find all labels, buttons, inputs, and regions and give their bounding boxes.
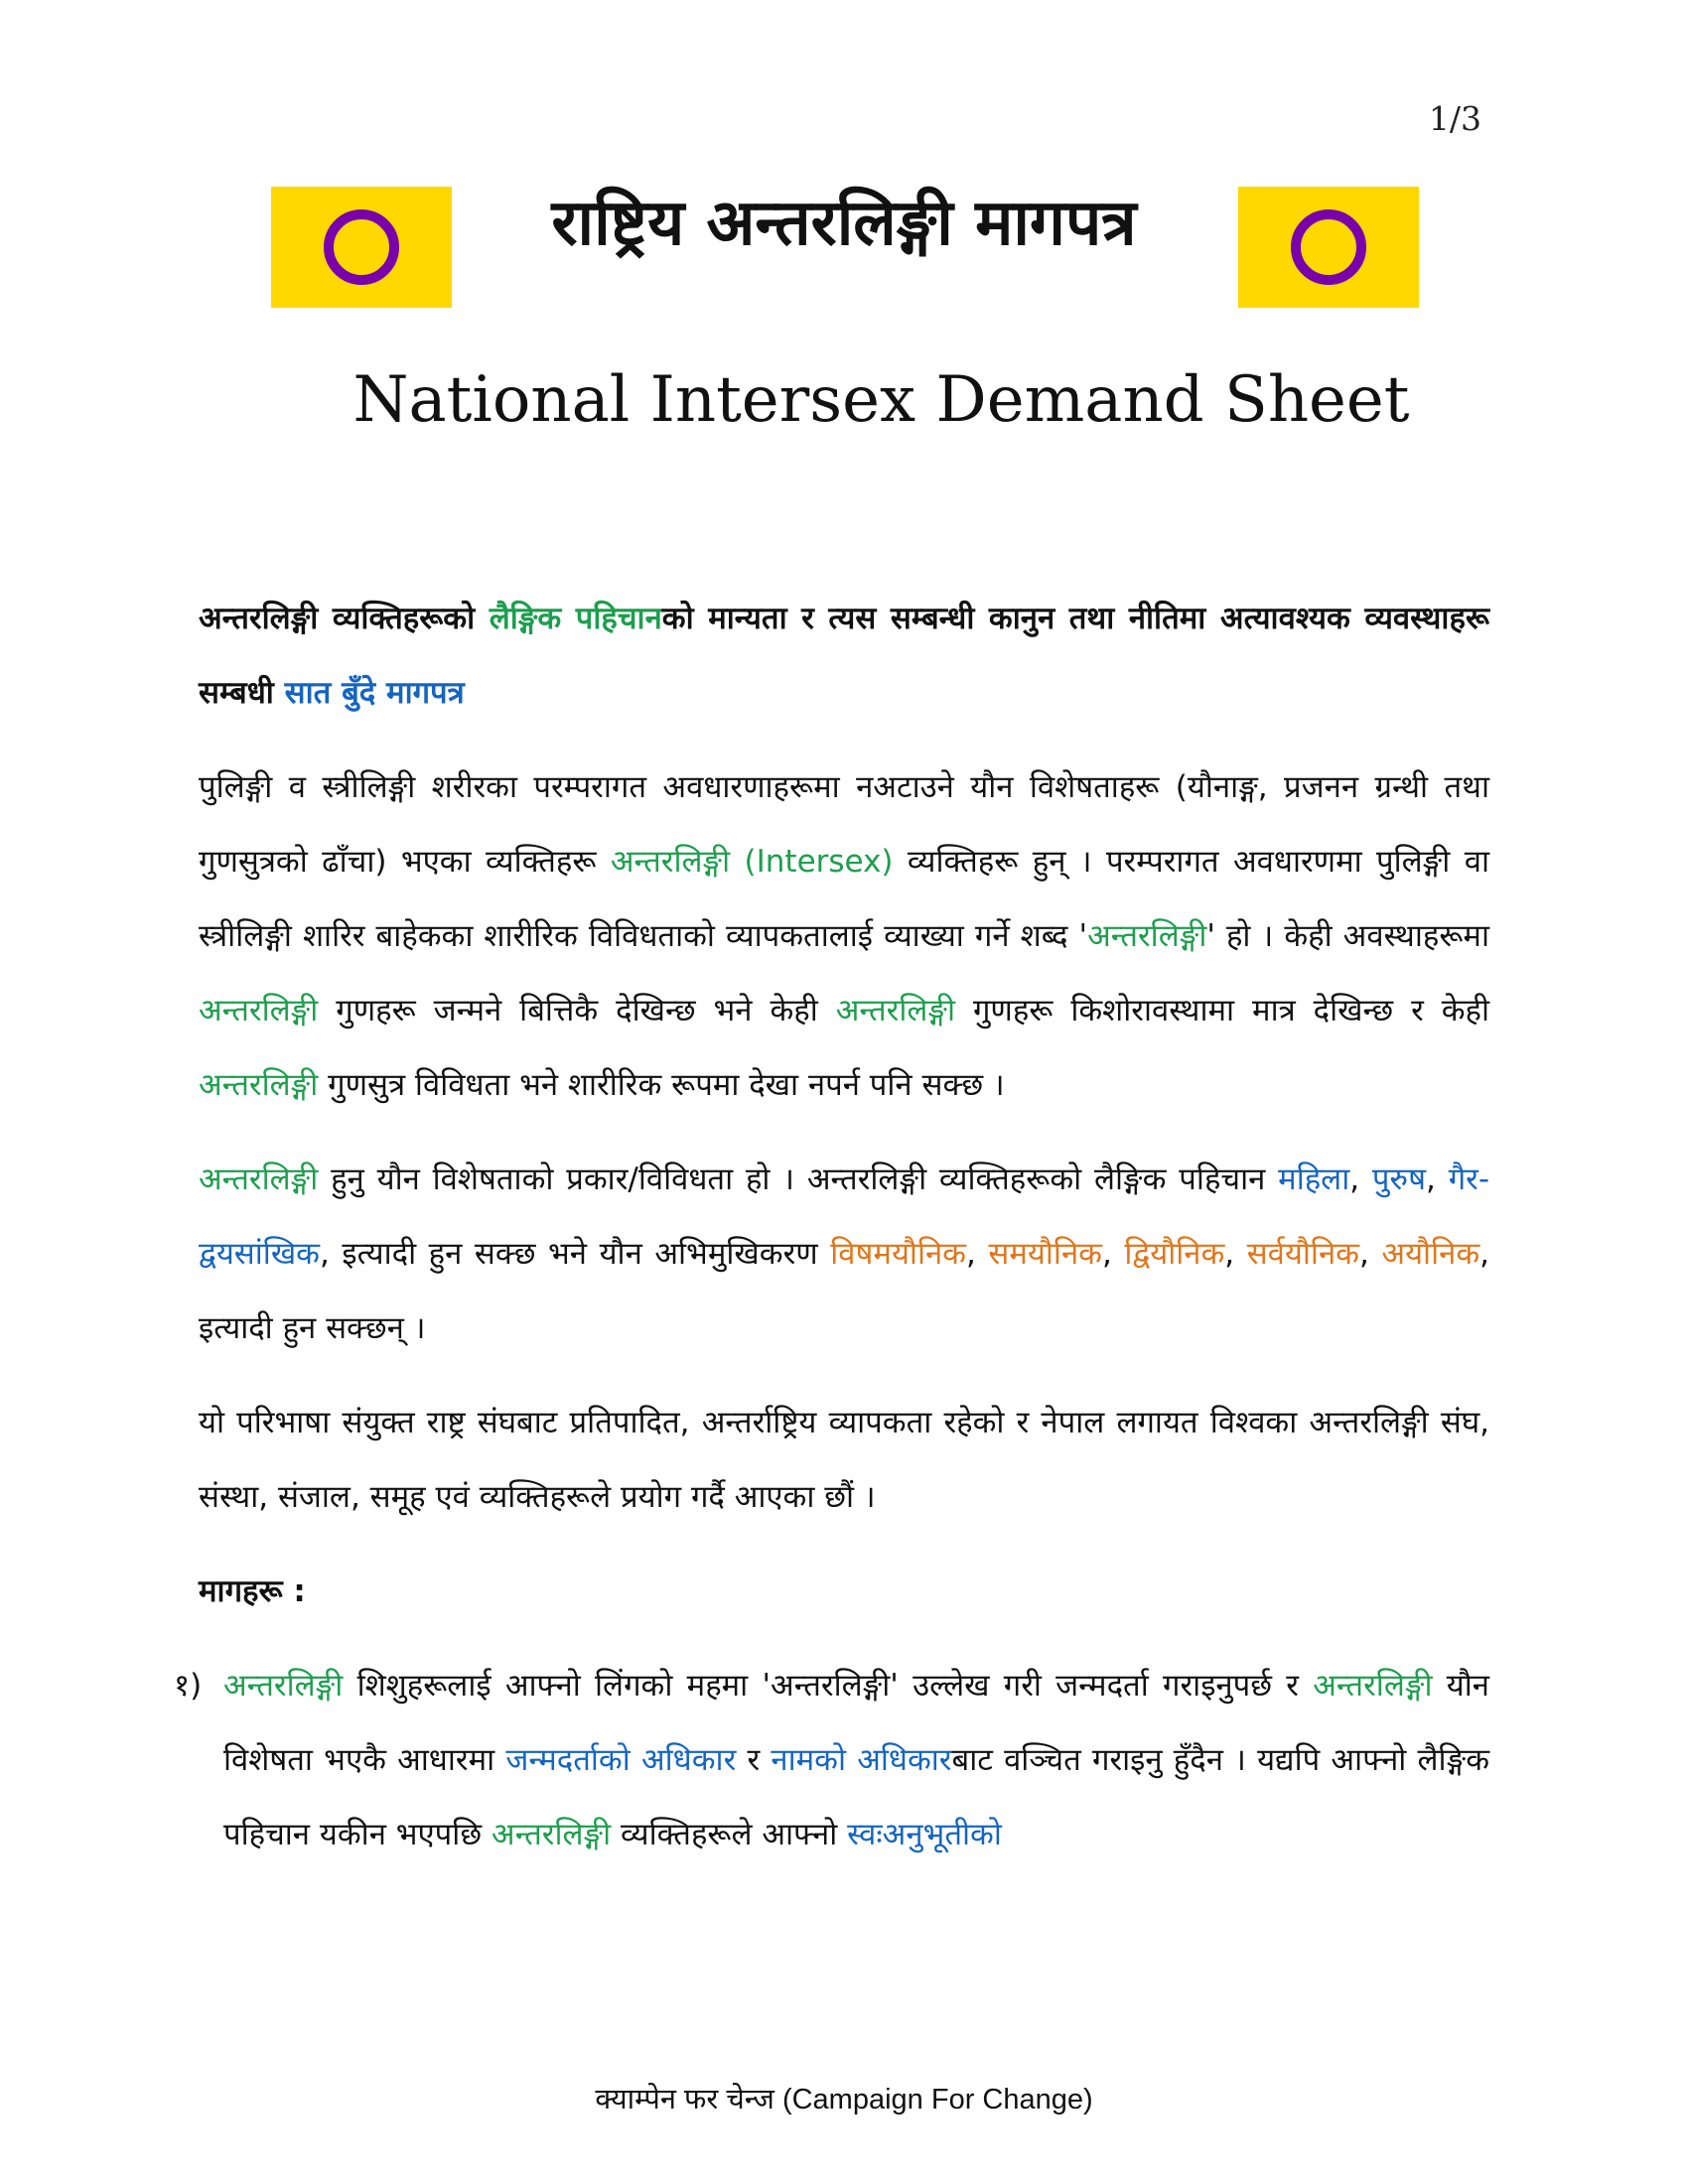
highlight-text: अन्तरलिङ्गी	[199, 993, 319, 1028]
highlight-text: समयौनिक	[988, 1236, 1102, 1272]
highlight-text: अन्तरलिङ्गी	[199, 1067, 319, 1103]
highlight-text: अन्तरलिङ्गी	[223, 1668, 344, 1704]
text-span: ,	[1426, 1161, 1449, 1197]
text-span: ,	[1349, 1161, 1372, 1197]
text-span: ,	[966, 1236, 989, 1272]
text-span: पुलिङ्गी व स्त्रीलिङ्गी शरीरका परम्परागत अवधारणाहरूमा नअटाउने यौन विशेषताहरू (यौनाङ्ग, प्रजनन ग्रन्थी तथा गुणसुत्रको ढाँचा) भएका व्यक्तिहरू	[199, 769, 1489, 880]
highlight-text: नामको अधिकार	[771, 1742, 952, 1778]
demand-item	[174, 1649, 1490, 1872]
highlight-text: पुरुष	[1371, 1161, 1426, 1197]
intersex-flag-icon	[324, 209, 399, 285]
highlight-text: महिला	[1278, 1161, 1350, 1197]
text-span: गुणहरू किशोरावस्थामा मात्र देखिन्छ र केही	[955, 993, 1490, 1028]
highlight-text: लैङ्गिक पहिचान	[489, 601, 662, 636]
text-span: बाट वञ्चित गराइनु हुँदैन । यद्यपि आफ्नो लैङ्गिक पहिचान यकीन भएपछि	[223, 1742, 1490, 1852]
page-title-english: National Intersex Demand Sheet	[352, 363, 1410, 437]
highlight-text: अन्तरलिङ्गी	[1313, 1668, 1433, 1704]
source-paragraph: यो परिभाषा संयुक्त राष्ट्र संघबाट प्रतिपादित, अन्तर्राष्ट्रिय व्यापकता रहेको र नेपाल लगायत विश्वका अन्तरलिङ्गी संघ, संस्था, संजाल, समूह एवं व्यक्तिहरूले प्रयोग गर्दै आएका छौं ।	[199, 1405, 1489, 1515]
highlight-text: जन्मदर्ताको अधिकार	[505, 1742, 737, 1778]
intersex-flag-left	[271, 187, 452, 308]
highlight-text: अन्तरलिङ्गी	[199, 1161, 319, 1197]
highlight-text: अन्तरलिङ्गी	[491, 1817, 612, 1852]
intersex-flag-icon	[1291, 209, 1366, 285]
definition-paragraph	[199, 751, 1489, 1123]
highlight-text: सात बुँदे मागपत्र	[284, 675, 465, 711]
page-title-nepali: राष्ट्रिय अन्तरलिङ्गी मागपत्र	[551, 187, 1137, 260]
text-span: गुणहरू जन्मने बित्तिकै देखिन्छ भने केही	[318, 993, 836, 1028]
text-span: ,	[1358, 1236, 1382, 1272]
text-span: ' हो । केही अवस्थाहरूमा	[1206, 918, 1489, 954]
highlight-text: विषमयौनिक	[830, 1236, 966, 1272]
text-span: ,	[1224, 1236, 1247, 1272]
text-span: गुणसुत्र विविधता भने शारीरिक रूपमा देखा नपर्न पनि सक्छ ।	[318, 1067, 1005, 1103]
lead-paragraph	[199, 582, 1489, 731]
text-span: व्यक्तिहरू हुन् । परम्परागत अवधारणमा पुलिङ्गी वा स्त्रीलिङ्गी शारिर बाहेकका शारीरिक विविधताको व्यापकतालाई व्याख्या गर्ने शब्द '	[199, 844, 1489, 954]
document-body	[174, 582, 1490, 1892]
highlight-text: अन्तरलिङ्गी (Intersex)	[610, 844, 894, 880]
highlight-text: स्वःअनुभूतीको	[847, 1817, 1002, 1852]
highlight-text: गैर-द्वयसांखिक	[199, 1161, 1490, 1272]
text-span: र	[736, 1742, 772, 1778]
identity-paragraph	[199, 1143, 1489, 1366]
page-number: 1/3	[1428, 99, 1481, 138]
text-span: को मान्यता र त्यस सम्बन्धी कानुन तथा नीतिमा अत्यावश्यक व्यवस्थाहरू सम्बधी	[199, 601, 1489, 711]
highlight-text: अन्तरलिङ्गी	[1087, 918, 1207, 954]
text-span: , इत्यादी हुन सक्छन् ।	[199, 1236, 1489, 1346]
text-span: शिशुहरूलाई आफ्नो लिंगको महमा 'अन्तरलिङ्गी' उल्लेख गरी जन्मदर्ता गराइनुपर्छ र	[343, 1668, 1314, 1704]
highlight-text: सर्वयौनिक	[1246, 1236, 1359, 1272]
text-span: अन्तरलिङ्गी व्यक्तिहरूको	[199, 601, 490, 636]
text-span: व्यक्तिहरूले आफ्नो	[611, 1817, 848, 1852]
intersex-flag-right	[1238, 187, 1419, 308]
text-span: हुनु यौन विशेषताको प्रकार/विविधता हो । अन्तरलिङ्गी व्यक्तिहरूको लैङ्गिक पहिचान	[318, 1161, 1279, 1197]
demand-number: १)	[174, 1668, 203, 1704]
highlight-text: अयौनिक	[1381, 1236, 1480, 1272]
text-span: , इत्यादी हुन सक्छ भने यौन अभिमुखिकरण	[320, 1236, 831, 1272]
highlight-text: द्वियौनिक	[1124, 1236, 1225, 1272]
text-span: ,	[1101, 1236, 1125, 1272]
text-span: यौन विशेषता भएकै आधारमा	[223, 1668, 1489, 1778]
page-footer: क्याम्पेन फर चेन्ज (Campaign For Change)	[595, 2084, 1093, 2116]
demands-heading: मागहरू :	[199, 1573, 306, 1609]
highlight-text: अन्तरलिङ्गी	[835, 993, 956, 1028]
